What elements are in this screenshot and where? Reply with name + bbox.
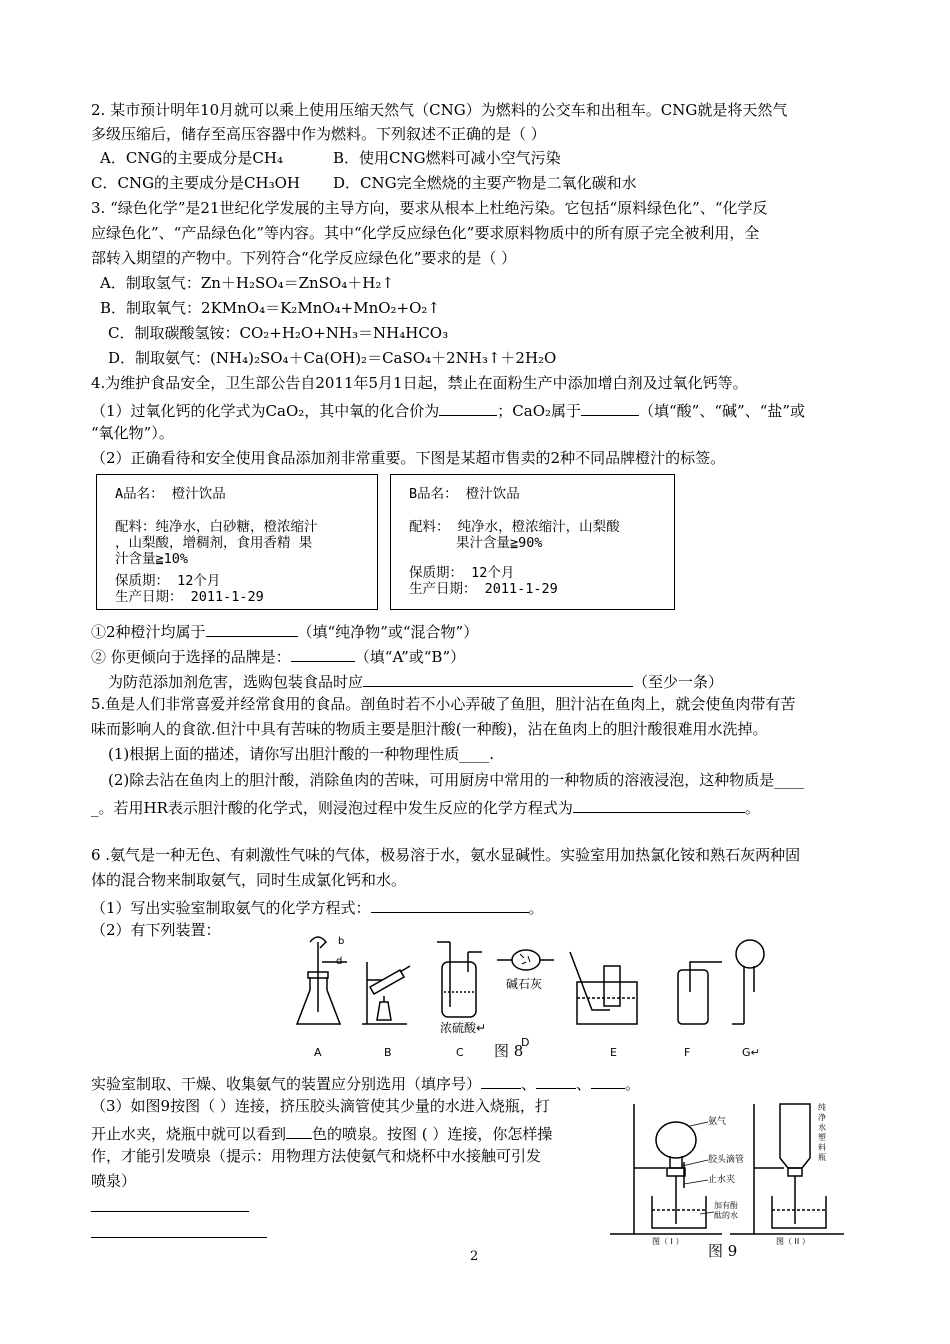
figure-8-letter-a: A (314, 1046, 322, 1059)
q6-sub3-line2 (91, 1124, 552, 1142)
q5-sub1: (1)根据上面的描述，请你写出胆汁酸的一种物理性质____. (108, 745, 495, 763)
q4-sub2-c-text: 为防范添加剂危害，选购包装食品时应 (108, 673, 364, 691)
fig9-caption-ii: 图（ II ） (776, 1237, 810, 1246)
answer-line-1[interactable] (91, 1211, 249, 1212)
q2-stem-line2 (91, 127, 546, 142)
label-b-ingredients-2: 果汁含量≧90% (456, 535, 543, 551)
figure-8-caption: 图 8 (494, 1042, 524, 1060)
q2-option-b: B．使用CNG燃料可减小空气污染 (333, 149, 561, 167)
page-number: 2 (470, 1249, 479, 1264)
figure-8-letter-b: B (384, 1046, 392, 1059)
q3-stem-line1: 3. “绿色化学”是21世纪化学发展的主导方向，要求从根本上杜绝污染。它包括“原料绿色化”、“化学反 (91, 199, 768, 217)
q2-option-d: D．CNG完全燃烧的主要产物是二氧化碳和水 (333, 174, 637, 192)
q4-sub1-text-b: ；CaO₂属于 (497, 402, 582, 420)
q4-sub2: （2）正确看待和安全使用食品添加剂非常重要。下图是某超市售卖的2种不同品牌橙汁的标签。 (91, 449, 726, 467)
apparatus-f-bottle (678, 962, 722, 1024)
q4-sub1-text-a: （1）过氧化钙的化学式为CaO₂，其中氧的化合价为 (91, 402, 440, 420)
q3-option-a: A．制取氢气：Zn＋H₂SO₄＝ZnSO₄＋H₂↑ (100, 274, 394, 292)
label-a-shelf-life: 保质期： 12个月 (115, 573, 221, 589)
apparatus-c-wash-bottle (437, 942, 482, 1017)
q3-option-c: C．制取碳酸氢铵：CO₂+H₂O+NH₃＝NH₄HCO₃ (108, 324, 449, 342)
q4-mixture-blank[interactable] (206, 622, 298, 637)
q4-sub2-c (108, 672, 723, 690)
label-a-ingredients-1: 配料：纯净水，白砂糖，橙浓缩汁 (115, 519, 318, 535)
q4-stem: 4.为维护食品安全，卫生部公告自2011年5月1日起，禁止在面粉生产中添加增白剂及过氧化钙等。 (91, 374, 748, 392)
q4-brand-blank[interactable] (291, 647, 355, 662)
apparatus-b-heating (362, 962, 410, 1024)
apparatus-d-drying-tube (497, 950, 554, 970)
fig9-label-water-2: 酞的水 (714, 1211, 738, 1220)
figure-8-letter-c: C (456, 1046, 464, 1059)
fig9-label-dropper: 胶头滴管 (708, 1155, 745, 1165)
q6-sub3-line2-b: 色的喷泉。按图 ( ）连接，你怎样操 (312, 1125, 553, 1143)
figure-8-letter-e: E (610, 1046, 617, 1059)
q4-sub2-b-hint: （填“A”或“B”） (354, 648, 466, 666)
q4-sub2-a-text: ①2种橙汁均属于 (91, 623, 206, 641)
label-a-name: A品名： 橙汁饮品 (115, 486, 226, 502)
figure-8-soda-lime: 碱石灰 (506, 977, 543, 991)
q6-sub3-line2-a: 开止水夹，烧瓶中就可以看到 (91, 1125, 287, 1143)
figure-8-label-d: d (336, 956, 343, 967)
fig9-bottle-char-5: 料 (818, 1143, 826, 1152)
q4-sub2-a-hint: （填“纯净物”或“混合物”） (297, 623, 479, 641)
apparatus-a-flask (297, 937, 347, 1024)
fig9-caption-i: 图（ I ） (652, 1237, 684, 1246)
q4-category-blank[interactable] (581, 401, 639, 416)
q5-stem-line1: 5.鱼是人们非常喜爱并经常食用的食品。剖鱼时若不小心弄破了鱼胆，胆汁沾在鱼肉上，就会使鱼肉带有苦 (91, 695, 796, 713)
fig9-label-clamp: 止水夹 (708, 1175, 736, 1185)
q6-sub3-line3: 作，才能引发喷泉（提示：用物理方法使氨气和烧杯中水接触可引发 (91, 1147, 542, 1165)
q4-advice-blank[interactable] (363, 672, 633, 687)
figure-8-conc-acid: 浓硫酸↵ (440, 1021, 487, 1035)
q6-sub1 (91, 898, 544, 916)
figure-9-caption: 图 9 (708, 1242, 738, 1260)
q6-stem-line2: 体的混合物来制取氨气，同时生成氯化钙和水。 (91, 871, 407, 889)
fig9-label-water-1: 加有酚 (714, 1201, 738, 1210)
fig9-bottle-char-4: 塑 (818, 1133, 826, 1142)
answer-line-2[interactable] (91, 1237, 267, 1238)
q4-valence-blank[interactable] (439, 401, 497, 416)
q6-select-text: 实验室制取、干燥、收集氨气的装置应分别选用（填序号） (91, 1075, 482, 1093)
label-b-date: 生产日期： 2011-1-29 (409, 581, 558, 597)
fig9-bottle-char-2: 净 (818, 1113, 826, 1122)
q3-stem-line3: 部转入期望的产物中。下列符合“化学反应绿色化”要求的是（ ） (91, 249, 517, 267)
q6-sub3-line1: （3）如图9按图（ ）连接，挤压胶头滴管使其少量的水进入烧瓶，打 (91, 1097, 550, 1115)
fig9-bottle-char-3: 水 (818, 1123, 826, 1132)
q6-sub2: （2）有下列装置： (91, 921, 221, 939)
q4-sub1 (91, 401, 805, 419)
label-b-shelf-life: 保质期： 12个月 (409, 565, 515, 581)
q6-generate-blank[interactable] (481, 1074, 521, 1089)
label-a-date: 生产日期： 2011-1-29 (115, 589, 264, 605)
figure-8-apparatus (292, 932, 772, 1062)
apparatus-g-round-flask (732, 940, 764, 1024)
q6-dry-blank[interactable] (536, 1074, 576, 1089)
figure-8-label-b: b (338, 936, 345, 947)
q3-option-b: B．制取氧气：2KMnO₄＝K₂MnO₄+MnO₂+O₂↑ (100, 299, 440, 317)
juice-label-b (390, 474, 675, 610)
label-a-ingredients-2: ，山梨酸，增稠剂，食用香精 果 (115, 535, 313, 551)
fig9-bottle-char-1: 纯 (818, 1103, 826, 1112)
fig9-bottle-char-6: 瓶 (818, 1153, 826, 1162)
q4-sub2-b (91, 647, 465, 665)
q4-sub2-b-text: ② 你更倾向于选择的品牌是： (91, 648, 291, 666)
juice-label-a (96, 474, 378, 610)
label-b-ingredients-1: 配料： 纯净水，橙浓缩汁，山梨酸 (409, 519, 620, 535)
q2-stem-line2-text: 多级压缩后，储存至高压容器中作为燃料。下列叙述不正确的是（ ） (91, 125, 546, 143)
q6-select-end: 。 (625, 1075, 641, 1093)
q6-sep-2: 、 (576, 1075, 592, 1093)
q4-sub1-cont: “氧化物”）。 (91, 424, 174, 442)
q5-stem-line2: 味而影响人的食欲.但汁中具有苦味的物质主要是胆汁酸(一种酸)，沾在鱼肉上的胆汁酸很难用水洗掉。 (91, 720, 768, 738)
q5-sub2-cont-text: _。若用HR表示胆汁酸的化学式，则浸泡过程中发生反应的化学方程式为 (91, 799, 573, 817)
label-b-name: B品名： 橙汁饮品 (409, 486, 520, 502)
q6-select-line (91, 1074, 640, 1092)
q4-sub2-a (91, 622, 478, 640)
q3-option-d: D．制取氨气：(NH₄)₂SO₄＋Ca(OH)₂＝CaSO₄＋2NH₃↑＋2H₂O (108, 349, 557, 367)
apparatus-e-water-trough (570, 952, 637, 1024)
q2-stem-line1: 2. 某市预计明年10月就可以乘上使用压缩天然气（CNG）为燃料的公交车和出租车。CNG就是将天然气 (91, 101, 788, 119)
q2-option-c: C．CNG的主要成分是CH₃OH (91, 174, 301, 192)
q5-sub2: (2)除去沾在鱼肉上的胆汁酸，消除鱼肉的苦味，可用厨房中常用的一种物质的溶液浸泡，这种物质是____ (108, 771, 805, 789)
q6-sub1-text: （1）写出实验室制取氨气的化学方程式： (91, 899, 371, 917)
q2-option-a: A．CNG的主要成分是CH₄ (100, 149, 283, 167)
q5-equation-blank[interactable] (573, 798, 745, 813)
figure-9-fountain (604, 1096, 850, 1246)
q6-collect-blank[interactable] (591, 1074, 625, 1089)
q5-sub2-end: 。 (744, 799, 760, 817)
label-a-ingredients-3: 汁含量≧10% (115, 551, 189, 567)
figure-8-letter-f: F (684, 1046, 691, 1059)
q6-sub1-end: 。 (528, 899, 544, 917)
q6-stem-line1: 6 .氨气是一种无色、有刺激性气味的气体，极易溶于水，氨水显碱性。实验室用加热氯化铵和熟石灰两种固 (91, 846, 801, 864)
q3-stem-line2: 应绿色化”、“产品绿色化”等内容。其中“化学反应绿色化”要求原料物质中的所有原子完全被利用，全 (91, 224, 760, 242)
q6-sub3-line4: 喷泉） (91, 1172, 137, 1190)
q4-sub2-c-hint: （至少一条） (633, 673, 724, 691)
q6-equation-blank[interactable] (371, 898, 529, 913)
q5-sub2-cont (91, 798, 760, 816)
figure-8-letter-d: D (521, 1036, 530, 1049)
figure-8-letter-g: G↵ (742, 1046, 760, 1059)
q6-sep-1: 、 (521, 1075, 537, 1093)
q4-sub1-text-c: （填“酸”、“碱”、“盐”或 (639, 402, 806, 420)
q6-color-blank[interactable] (286, 1124, 312, 1139)
fig9-label-ammonia: 氨气 (708, 1117, 727, 1127)
